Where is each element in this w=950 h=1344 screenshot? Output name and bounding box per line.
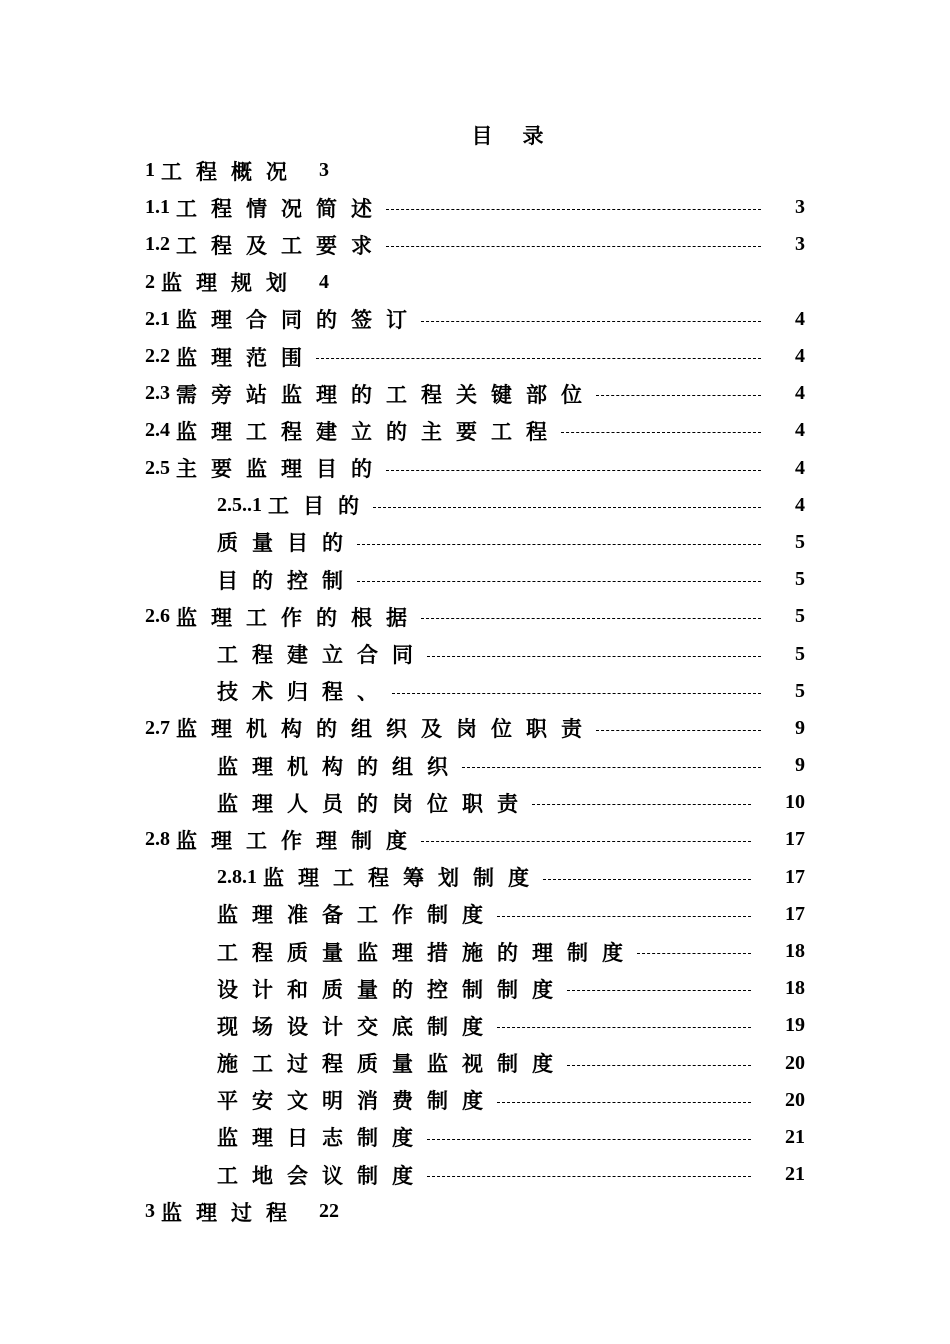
toc-entry[interactable] [145,524,805,561]
dot-leader [561,432,761,433]
toc-entry-title: 设计和质量的控制制度 [217,976,567,1002]
toc-entry-page: 19 [785,1014,805,1037]
toc-entry-page: 5 [795,530,805,553]
dot-leader [427,1176,751,1177]
dot-leader [427,1139,751,1140]
toc-entry[interactable] [145,598,805,635]
toc-entry-page: 17 [785,902,805,925]
dot-leader [386,470,761,471]
toc-entry[interactable] [145,450,805,487]
dot-leader [532,804,751,805]
toc-entry[interactable] [145,412,805,449]
toc-entry-title: 监理工程筹划制度 [263,865,543,891]
toc-entry[interactable] [145,1119,805,1156]
toc-entry-number: 1 [145,159,155,182]
toc-entry[interactable] [145,264,805,301]
toc-entry-title: 监理机构的组织 [217,753,462,779]
toc-entry-title: 监理范围 [176,344,316,370]
dot-leader [386,209,761,210]
toc-entry[interactable] [145,152,805,189]
toc-entry[interactable] [145,784,805,821]
toc-entry-page: 9 [795,716,805,739]
toc-entry-number: 1.2 [145,233,170,256]
toc-entry[interactable] [145,301,805,338]
toc-entry-number: 3 [145,1200,155,1223]
dot-leader [596,395,761,396]
toc-entry-page: 20 [785,1051,805,1074]
toc-entry[interactable] [145,673,805,710]
toc-entry[interactable] [145,1007,805,1044]
toc-entry[interactable] [145,561,805,598]
toc-entry[interactable] [145,338,805,375]
toc-entry-title: 监理准备工作制度 [217,902,497,928]
toc-entry-page: 5 [795,568,805,591]
toc-entry-title: 施工过程质量监视制度 [217,1051,567,1077]
toc-entry-number: 2 [145,270,155,293]
toc-entry-page: 4 [795,493,805,516]
toc-entry-title: 工程建立合同 [217,642,427,668]
toc-entry[interactable] [145,896,805,933]
toc-entry-page: 4 [795,307,805,330]
toc-entry-title: 监理工程建立的主要工程 [176,418,561,444]
toc-entry-page: 4 [795,345,805,368]
toc-entry[interactable] [145,226,805,263]
dot-leader [497,1027,751,1028]
table-of-contents [145,152,805,1230]
dot-leader [421,841,751,842]
dot-leader [357,581,761,582]
dot-leader [386,246,761,247]
toc-entry-title: 工程情况简述 [176,195,386,221]
toc-entry[interactable] [145,710,805,747]
toc-entry-title: 监理规划 [161,270,301,296]
toc-entry-title: 目的控制 [217,567,357,593]
toc-entry-number: 2.5 [145,456,170,479]
toc-entry-page: 21 [785,1163,805,1186]
toc-entry-number: 2.1 [145,307,170,330]
toc-entry[interactable] [145,933,805,970]
toc-entry-page: 4 [319,270,329,293]
toc-entry-title: 工程概况 [161,158,301,184]
toc-entry[interactable] [145,1156,805,1193]
dot-leader [462,767,761,768]
toc-entry[interactable] [145,859,805,896]
toc-entry-title: 现场设计交底制度 [217,1013,497,1039]
toc-entry-page: 4 [795,456,805,479]
toc-entry[interactable] [145,970,805,1007]
toc-entry-page: 5 [795,679,805,702]
dot-leader [392,693,761,694]
toc-entry-title: 工程及工要求 [176,232,386,258]
toc-entry-number: 2.3 [145,382,170,405]
toc-entry-page: 21 [785,1125,805,1148]
toc-entry-title: 工程质量监理措施的理制度 [217,939,637,965]
toc-entry-number: 2.8 [145,828,170,851]
toc-entry-page: 17 [785,828,805,851]
toc-entry-page: 22 [319,1200,339,1223]
toc-entry[interactable] [145,1193,805,1230]
toc-entry-number: 2.8.1 [217,865,257,888]
toc-entry[interactable] [145,189,805,226]
toc-entry-page: 17 [785,865,805,888]
toc-entry-number: 2.6 [145,605,170,628]
toc-entry-title: 监理人员的岗位职责 [217,790,532,816]
toc-entry-page: 3 [795,233,805,256]
toc-entry-number: 1.1 [145,196,170,219]
toc-entry-page: 5 [795,605,805,628]
toc-entry[interactable] [145,747,805,784]
toc-entry-page: 20 [785,1088,805,1111]
toc-entry-page: 4 [795,419,805,442]
dot-leader [357,544,761,545]
toc-entry[interactable] [145,821,805,858]
toc-entry-title: 工目的 [268,493,373,519]
dot-leader [316,358,761,359]
toc-title: 目录 [471,123,574,148]
toc-entry-title: 监理工作的根据 [176,604,421,630]
toc-entry-title: 监理过程 [161,1199,301,1225]
toc-entry-page: 5 [795,642,805,665]
dot-leader [373,507,761,508]
dot-leader [421,618,761,619]
toc-entry-title: 需旁站监理的工程关键部位 [176,381,596,407]
toc-entry-page: 9 [795,754,805,777]
toc-entry-number: 2.4 [145,419,170,442]
toc-entry-title: 监理工作理制度 [176,827,421,853]
toc-entry-title: 监理日志制度 [217,1125,427,1151]
toc-entry-page: 3 [795,196,805,219]
toc-entry-page: 4 [795,382,805,405]
toc-entry[interactable] [145,487,805,524]
dot-leader [567,990,751,991]
dot-leader [637,953,751,954]
toc-entry[interactable] [145,1082,805,1119]
toc-entry-title: 监理合同的签订 [176,307,421,333]
toc-entry-page: 18 [785,977,805,1000]
toc-entry-title: 质量目的 [217,530,357,556]
dot-leader [497,916,751,917]
toc-entry-title: 监理机构的组织及岗位职责 [176,716,596,742]
toc-entry-title: 技术归程、 [217,679,392,705]
toc-entry-number: 2.5..1 [217,493,262,516]
toc-entry-number: 2.2 [145,345,170,368]
toc-entry-number: 2.7 [145,716,170,739]
toc-entry-page: 3 [319,159,329,182]
toc-entry[interactable] [145,1045,805,1082]
dot-leader [427,656,761,657]
dot-leader [497,1102,751,1103]
toc-entry-title: 工地会议制度 [217,1162,427,1188]
dot-leader [596,730,761,731]
dot-leader [421,321,761,322]
toc-entry-page: 18 [785,940,805,963]
toc-entry[interactable] [145,375,805,412]
toc-entry-page: 10 [785,791,805,814]
dot-leader [543,879,751,880]
toc-entry-title: 平安文明消费制度 [217,1088,497,1114]
dot-leader [567,1065,751,1066]
toc-entry-title: 主要监理目的 [176,456,386,482]
toc-entry[interactable] [145,635,805,672]
